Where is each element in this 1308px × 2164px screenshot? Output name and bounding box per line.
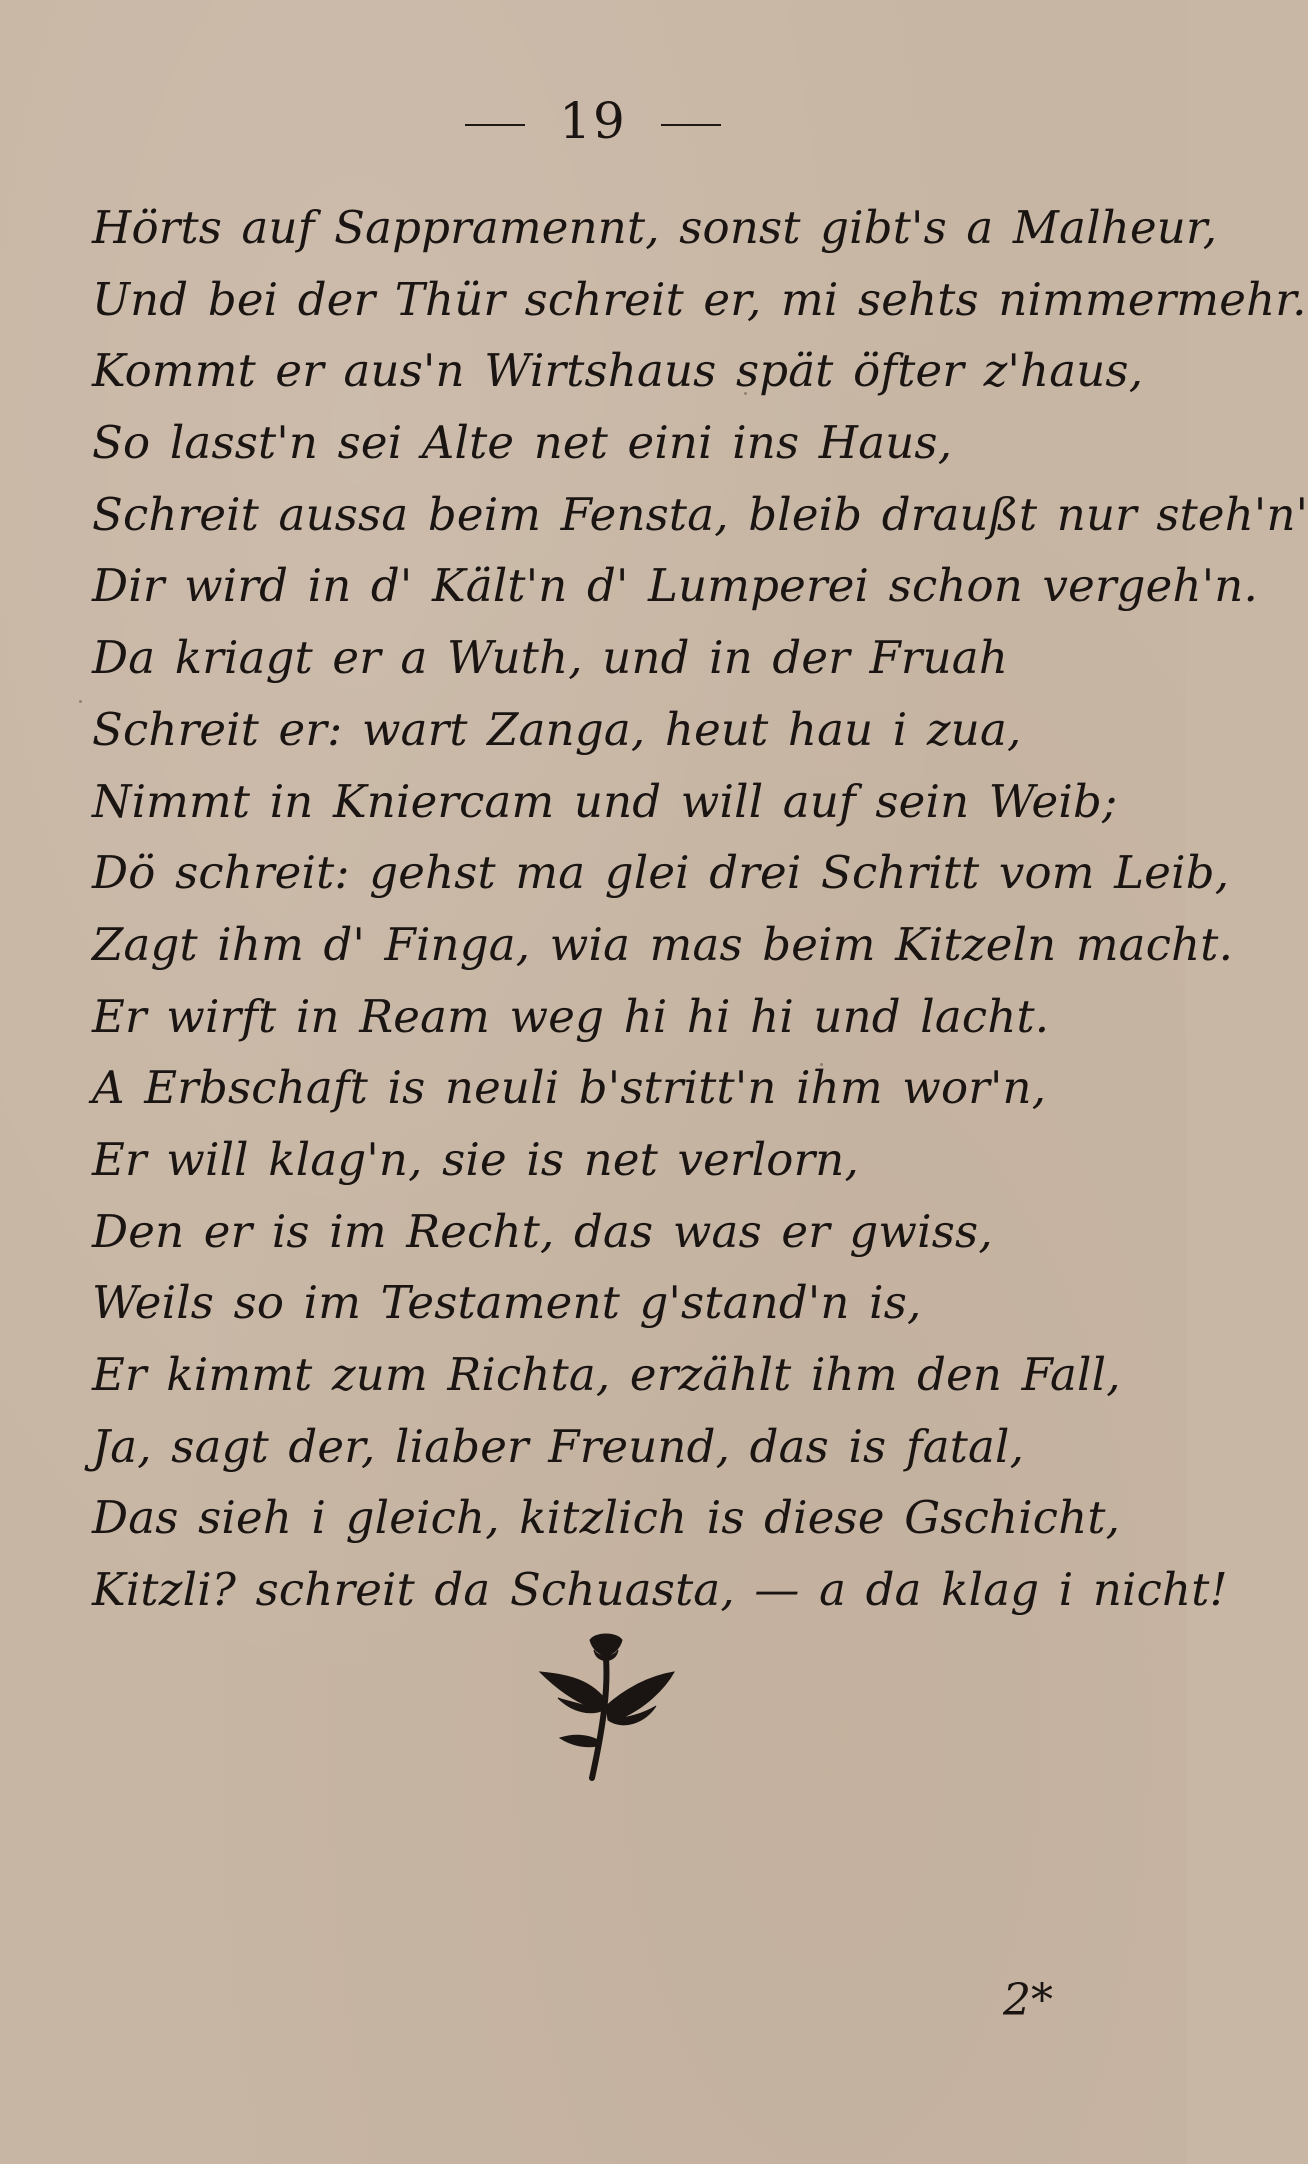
poem-line: Dö schreit: gehst ma glei drei Schritt vom Leib, <box>92 846 1230 900</box>
poem-line: Da kriagt er a Wuth, und in der Fruah <box>92 631 1009 685</box>
paper-speck <box>694 1595 697 1598</box>
poem-text <box>92 192 1308 1626</box>
poem-line: Schreit aussa beim Fensta, bleib draußt nur steh'n' <box>92 487 1308 541</box>
poem-line: Das sieh i gleich, kitzlich is diese Gschicht, <box>92 1491 1121 1545</box>
poem-line: Er will klag'n, sie is net verlorn, <box>92 1132 859 1186</box>
page-header <box>0 92 1186 150</box>
poem-line: So lasst'n sei Alte net eini ins Haus, <box>92 416 953 470</box>
header-dash-right <box>661 124 721 126</box>
poem-line: Ja, sagt der, liaber Freund, das is fatal, <box>92 1419 1025 1473</box>
signature-mark: 2* <box>1003 1975 1053 2026</box>
poem-line: Kitzli? schreit da Schuasta, — a da klag i nicht! <box>92 1563 1228 1617</box>
header-dash-left <box>465 124 525 126</box>
poem-line: Zagt ihm d' Finga, wia mas beim Kitzeln macht. <box>92 917 1234 971</box>
poem-line: Hörts auf Sappramennt, sonst gibt's a Malheur, <box>92 201 1218 254</box>
poem-line: A Erbschaft is neuli b'stritt'n ihm wor'n, <box>92 1061 1047 1115</box>
poem-line: Schreit er: wart Zanga, heut hau i zua, <box>92 702 1022 756</box>
flower-ornament-icon <box>532 1628 682 1788</box>
poem-line: Dir wird in d' Kält'n d' Lumperei schon vergeh'n. <box>92 559 1258 613</box>
poem-line: Und bei der Thür schreit er, mi sehts nimmermehr. <box>92 272 1307 326</box>
paper-speck <box>820 1063 823 1066</box>
paper-speck <box>744 392 747 395</box>
paper-speck <box>79 700 82 703</box>
poem-line: Er kimmt zum Richta, erzählt ihm den Fall, <box>92 1348 1121 1401</box>
poem-line: Den er is im Recht, das was er gwiss, <box>92 1204 993 1258</box>
poem-line: Kommt er aus'n Wirtshaus spät öfter z'haus, <box>92 344 1144 398</box>
page-number: 19 <box>559 92 627 150</box>
poem-line: Er wirft in Ream weg hi hi hi und lacht. <box>92 989 1050 1043</box>
poem-line: Weils so im Testament g'stand'n is, <box>92 1276 922 1330</box>
poem-line: Nimmt in Kniercam und will auf sein Weib; <box>92 774 1118 828</box>
